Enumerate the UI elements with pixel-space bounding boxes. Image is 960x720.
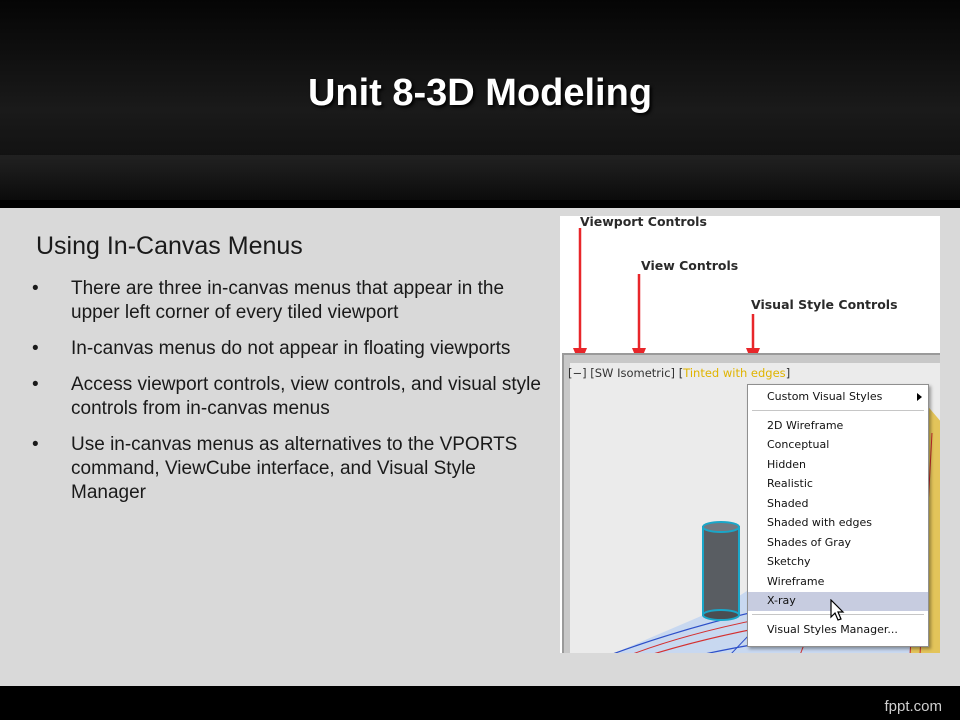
view-controls-menu[interactable]: [SW Isometric] bbox=[590, 366, 676, 380]
menu-item-label: Sketchy bbox=[767, 555, 811, 568]
menu-item-sketchy[interactable] bbox=[748, 553, 928, 572]
bracket-close: ] bbox=[785, 366, 791, 380]
bullet-item: • There are three in-canvas menus that appear in the upper left corner of every tiled viewport bbox=[32, 277, 542, 325]
footer-brand: fppt.com bbox=[884, 698, 942, 715]
menu-item-conceptual[interactable] bbox=[748, 436, 928, 455]
menu-item-label: Visual Styles Manager... bbox=[767, 623, 898, 636]
menu-item-realistic[interactable] bbox=[748, 475, 928, 494]
mouse-pointer-icon bbox=[830, 599, 846, 623]
visual-style-label: Tinted with edges bbox=[683, 366, 786, 380]
bullet-item: • Use in-canvas menus as alternatives to the VPORTS command, ViewCube interface, and Visual Style Manager bbox=[32, 433, 542, 505]
menu-item-shaded-with-edges[interactable] bbox=[748, 514, 928, 533]
menu-item-shaded[interactable] bbox=[748, 495, 928, 514]
bullet-item: • In-canvas menus do not appear in floating viewports bbox=[32, 337, 542, 361]
menu-item-label: Conceptual bbox=[767, 438, 830, 451]
callout-viewport-controls: Viewport Controls bbox=[580, 216, 707, 229]
callout-visual-style-controls: Visual Style Controls bbox=[751, 297, 898, 312]
menu-divider bbox=[752, 410, 924, 411]
callout-view-controls: View Controls bbox=[641, 258, 739, 273]
menu-item-visual-styles-manager[interactable] bbox=[748, 621, 928, 640]
bracket-open: [ bbox=[678, 366, 684, 380]
menu-item-label: Custom Visual Styles bbox=[767, 390, 883, 403]
footer-bar bbox=[0, 686, 960, 720]
menu-item-label: Shaded with edges bbox=[767, 516, 872, 529]
arrow-down-icon bbox=[573, 228, 587, 366]
menu-item-label: 2D Wireframe bbox=[767, 419, 844, 432]
menu-item-custom-visual-styles[interactable] bbox=[748, 388, 928, 407]
bullet-list bbox=[32, 277, 542, 517]
viewport-controls-menu[interactable]: [−] bbox=[568, 366, 587, 380]
slide-subtitle: Using In-Canvas Menus bbox=[36, 232, 303, 260]
in-canvas-controls bbox=[568, 366, 790, 380]
menu-item-label: Wireframe bbox=[767, 575, 825, 588]
visual-style-controls-menu[interactable] bbox=[679, 366, 791, 380]
menu-item-label: Hidden bbox=[767, 458, 807, 471]
menu-item-shades-of-gray[interactable] bbox=[748, 534, 928, 553]
menu-item-wireframe[interactable] bbox=[748, 573, 928, 592]
bullet-item: • Access viewport controls, view controls, and visual style controls from in-canvas menus bbox=[32, 373, 542, 421]
menu-item-label: Shaded bbox=[767, 497, 809, 510]
autocad-screenshot bbox=[560, 216, 940, 653]
menu-item-label: Realistic bbox=[767, 477, 813, 490]
slide-title: Unit 8-3D Modeling bbox=[307, 72, 653, 114]
menu-item-label: Shades of Gray bbox=[767, 536, 852, 549]
chevron-right-icon bbox=[917, 393, 922, 401]
menu-item-hidden[interactable] bbox=[748, 456, 928, 475]
menu-item-label: X-ray bbox=[767, 594, 796, 607]
menu-item-2d-wireframe[interactable] bbox=[748, 417, 928, 436]
